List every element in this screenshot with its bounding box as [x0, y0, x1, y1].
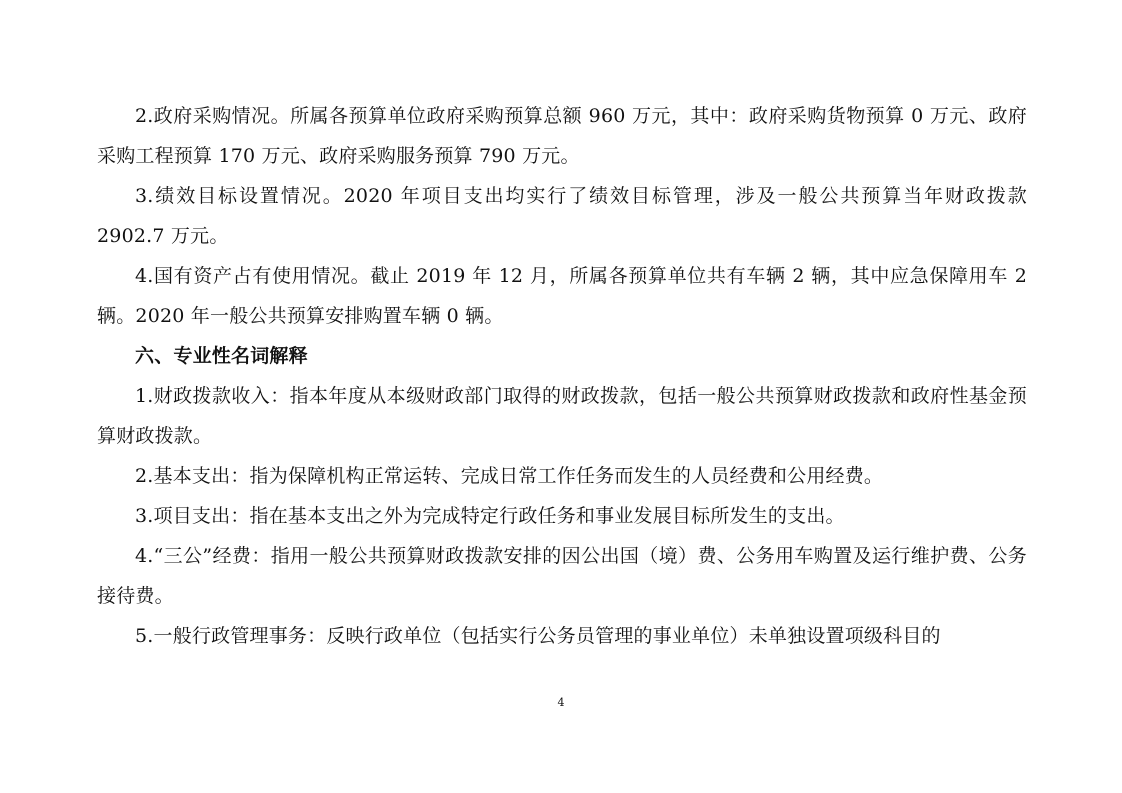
paragraph-basic-expenditure: 2.基本支出：指为保障机构正常运转、完成日常工作任务而发生的人员经费和公用经费。 [135, 465, 884, 487]
paragraph-project-expenditure: 3.项目支出：指在基本支出之外为完成特定行政任务和事业发展目标所发生的支出。 [135, 505, 845, 527]
paragraph-state-assets: 4.国有资产占有使用情况。截止 2019 年 12 月，所属各预算单位共有车辆 2 辆，其中应急保障用车 2 辆。2020 年一般公共预算安排购置车辆 0 辆。 [97, 265, 1027, 327]
paragraph-three-public-expenses: 4.“三公”经费：指用一般公共预算财政拨款安排的因公出国（境）费、公务用车购置及运行维护费、公务接待费。 [97, 545, 1027, 607]
document-body [97, 96, 1027, 656]
paragraph-performance-targets: 3.绩效目标设置情况。2020 年项目支出均实行了绩效目标管理，涉及一般公共预算当年财政拨款 2902.7 万元。 [97, 185, 1027, 247]
section-heading-terminology: 六、专业性名词解释 [135, 345, 308, 367]
paragraph-government-procurement: 2.政府采购情况。所属各预算单位政府采购预算总额 960 万元，其中：政府采购货物预算 0 万元、政府采购工程预算 170 万元、政府采购服务预算 790 万元。 [97, 105, 1027, 167]
paragraph-fiscal-appropriation-income: 1.财政拨款收入：指本年度从本级财政部门取得的财政拨款，包括一般公共预算财政拨款和政府性基金预算财政拨款。 [97, 385, 1027, 447]
page-number: 4 [557, 696, 565, 709]
paragraph-general-administration: 5.一般行政管理事务：反映行政单位（包括实行公务员管理的事业单位）未单独设置项级科目的 [135, 625, 941, 647]
